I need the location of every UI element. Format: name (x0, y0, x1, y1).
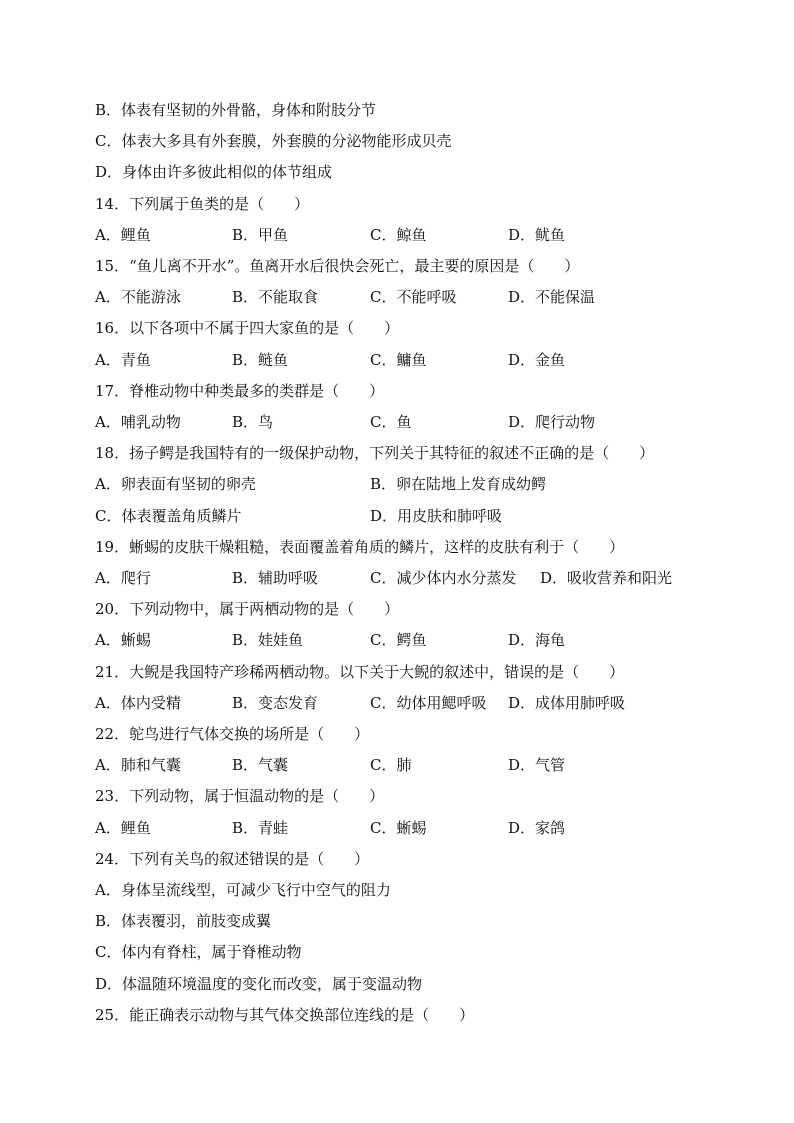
q23-option-d: D．家鸽 (508, 819, 566, 837)
question-14-stem: 14．下列属于鱼类的是（ ） (95, 195, 310, 213)
q19-option-d: D．吸收营养和阳光 (540, 569, 673, 587)
q18-option-b: B．卵在陆地上发育成幼鳄 (370, 475, 547, 493)
q15-option-a: A．不能游泳 (95, 288, 181, 306)
q14-option-a: A．鲤鱼 (95, 226, 151, 244)
q17-option-d: D．爬行动物 (508, 413, 596, 431)
q21-option-a: A．体内受精 (95, 694, 181, 712)
q17-option-c: C．鱼 (370, 413, 412, 431)
question-25-stem: 25．能正确表示动物与其气体交换部位连线的是（ ） (95, 1006, 475, 1024)
question-23-stem: 23．下列动物，属于恒温动物的是（ ） (95, 787, 385, 805)
q18-option-c: C．体表覆盖角质鳞片 (95, 507, 242, 525)
q24-option-c: C．体内有脊柱，属于脊椎动物 (95, 943, 302, 961)
q13-option-c: C．体表大多具有外套膜，外套膜的分泌物能形成贝壳 (95, 132, 452, 150)
q20-option-c: C．鳄鱼 (370, 631, 427, 649)
q13-option-d: D．身体由许多彼此相似的体节组成 (95, 163, 333, 181)
q20-option-b: B．娃娃鱼 (232, 631, 304, 649)
q18-option-d: D．用皮肤和肺呼吸 (370, 507, 503, 525)
q21-option-c: C．幼体用鳃呼吸 (370, 694, 487, 712)
q21-option-d: D．成体用肺呼吸 (508, 694, 626, 712)
q16-option-c: C．鳙鱼 (370, 351, 427, 369)
q14-option-b: B．甲鱼 (232, 226, 289, 244)
q22-option-c: C．肺 (370, 756, 412, 774)
q19-option-a: A．爬行 (95, 569, 151, 587)
question-16-stem: 16．以下各项中不属于四大家鱼的是（ ） (95, 319, 400, 337)
q17-option-a: A．哺乳动物 (95, 413, 181, 431)
q15-option-b: B．不能取食 (232, 288, 319, 306)
q22-option-b: B．气囊 (232, 756, 289, 774)
q16-option-d: D．金鱼 (508, 351, 566, 369)
q16-option-b: B．鲢鱼 (232, 351, 289, 369)
question-18-stem: 18．扬子鳄是我国特有的一级保护动物，下列关于其特征的叙述不正确的是（ ） (95, 444, 655, 462)
question-22-stem: 22．鸵鸟进行气体交换的场所是（ ） (95, 725, 370, 743)
q17-option-b: B．鸟 (232, 413, 274, 431)
q15-option-d: D．不能保温 (508, 288, 596, 306)
q23-option-a: A．鲤鱼 (95, 819, 151, 837)
question-17-stem: 17．脊椎动物中种类最多的类群是（ ） (95, 382, 385, 400)
q20-option-a: A．蜥蜴 (95, 631, 151, 649)
q19-option-b: B．辅助呼吸 (232, 569, 319, 587)
q14-option-d: D．鱿鱼 (508, 226, 566, 244)
q22-option-d: D．气管 (508, 756, 566, 774)
q15-option-c: C．不能呼吸 (370, 288, 457, 306)
q13-option-b: B．体表有坚韧的外骨骼，身体和附肢分节 (95, 101, 377, 119)
q23-option-c: C．蜥蜴 (370, 819, 427, 837)
q14-option-c: C．鲸鱼 (370, 226, 427, 244)
q18-option-a: A．卵表面有坚韧的卵壳 (95, 475, 256, 493)
q24-option-b: B．体表覆羽，前肢变成翼 (95, 912, 272, 930)
q20-option-d: D．海龟 (508, 631, 566, 649)
q24-option-a: A．身体呈流线型，可减少飞行中空气的阻力 (95, 881, 391, 899)
question-15-stem: 15．“鱼儿离不开水”。鱼离开水后很快会死亡，最主要的原因是（ ） (95, 257, 580, 275)
q21-option-b: B．变态发育 (232, 694, 319, 712)
q23-option-b: B．青蛙 (232, 819, 289, 837)
question-21-stem: 21．大鲵是我国特产珍稀两栖动物。以下关于大鲵的叙述中，错误的是（ ） (95, 663, 625, 681)
question-20-stem: 20．下列动物中，属于两栖动物的是（ ） (95, 600, 400, 618)
q22-option-a: A．肺和气囊 (95, 756, 181, 774)
question-24-stem: 24．下列有关鸟的叙述错误的是（ ） (95, 850, 370, 868)
q16-option-a: A．青鱼 (95, 351, 151, 369)
question-19-stem: 19．蜥蜴的皮肤干燥粗糙，表面覆盖着角质的鳞片，这样的皮肤有利于（ ） (95, 538, 625, 556)
q24-option-d: D．体温随环境温度的变化而改变，属于变温动物 (95, 975, 423, 993)
q19-option-c: C．减少体内水分蒸发 (370, 569, 517, 587)
